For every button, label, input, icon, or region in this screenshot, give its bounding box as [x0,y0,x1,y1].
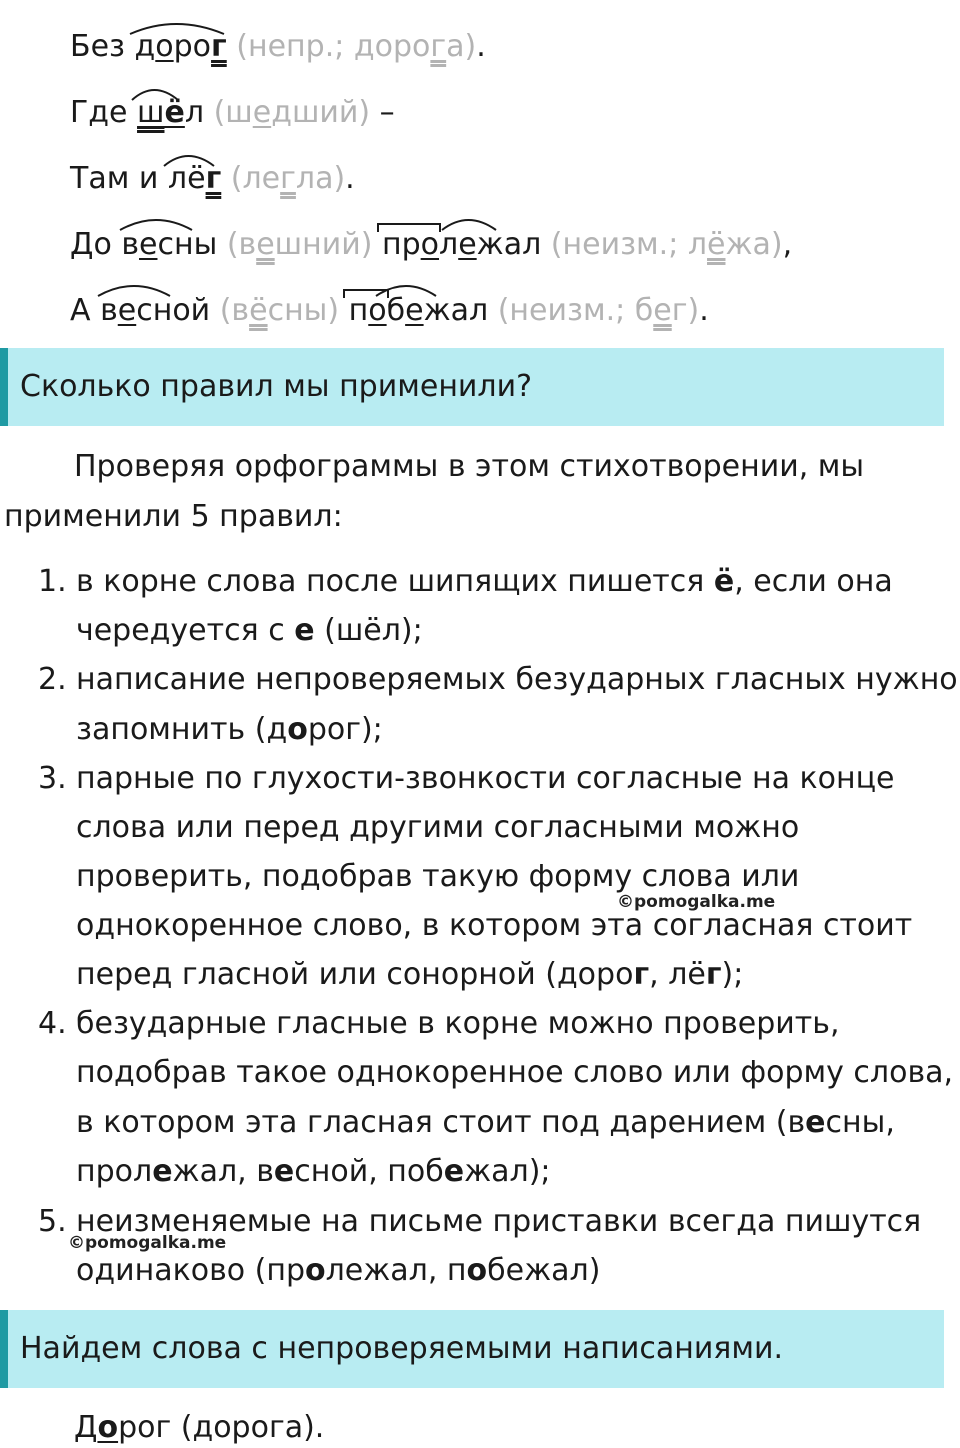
list-item: парные по глухости-звонкости согласные на конце [76,761,895,796]
word-leg: лёг [167,161,222,196]
list-number: 5. [38,1204,67,1239]
watermark: ©pomogalka.me [68,1233,227,1253]
list-item: однокоренное слово, в котором эта согласная стоит [76,908,913,943]
list-item: чередуется с е (шёл); [76,613,423,648]
word-dorog: дорог [134,29,227,64]
list-item: запомнить (дорог); [76,712,383,747]
list-item: подобрав такое однокоренное слово или форму слова, [76,1055,954,1090]
section-title: Найдем слова с непроверяемыми написаниями. [20,1331,784,1366]
list-item: перед гласной или сонорной (дорог, лёг); [76,957,744,992]
intro-line-1: Проверяя орфограммы в этом стихотворении, мы [74,449,865,484]
word-vesnoy: весной [100,293,211,328]
list-item: пролежал, весной, побежал); [76,1154,551,1189]
word-pobezhal: побежал [348,293,489,328]
word-vesny: весны [121,227,218,262]
section-header-unverifiable [0,1310,944,1388]
list-item: в корне слова после шипящих пишется ё, если она [76,564,893,599]
list-number: 2. [38,662,67,697]
answer-line: Дорог (дорога). [74,1410,325,1445]
poem-line-1: Без дорог (непр.; дорога). [70,29,486,64]
list-item: слова или перед другими согласными можно [76,810,800,845]
list-item: безударные гласные в корне можно проверить, [76,1006,840,1041]
list-item: в котором эта гласная стоит под дарением (весны, [76,1105,895,1140]
poem-line-3: Там и лёг (легла). [70,161,355,196]
word-shel: шёл [137,95,205,130]
list-item: написание непроверяемых безударных гласных нужно [76,662,958,697]
section-header-rules [0,348,944,426]
poem-line-5: А весной (вёсны) побежал (неизм.; бег). [70,293,709,328]
list-item: неизменяемые на письме приставки всегда пишутся [76,1204,922,1239]
list-item: проверить, подобрав такую форму слова или [76,859,800,894]
poem-line-4: До весны (вешний) пролежал (неизм.; лёжа), [70,227,793,262]
list-item: одинаково (пролежал, побежал) [76,1253,601,1288]
poem-line-2: Где шёл (шедший) – [70,95,395,130]
list-number: 4. [38,1006,67,1041]
section-title: Сколько правил мы применили? [20,369,533,404]
intro-line-2: применили 5 правил: [4,499,343,534]
word-prolezhal: пролежал [381,227,542,262]
watermark: ©pomogalka.me [617,892,776,912]
list-number: 1. [38,564,67,599]
list-number: 3. [38,761,67,796]
